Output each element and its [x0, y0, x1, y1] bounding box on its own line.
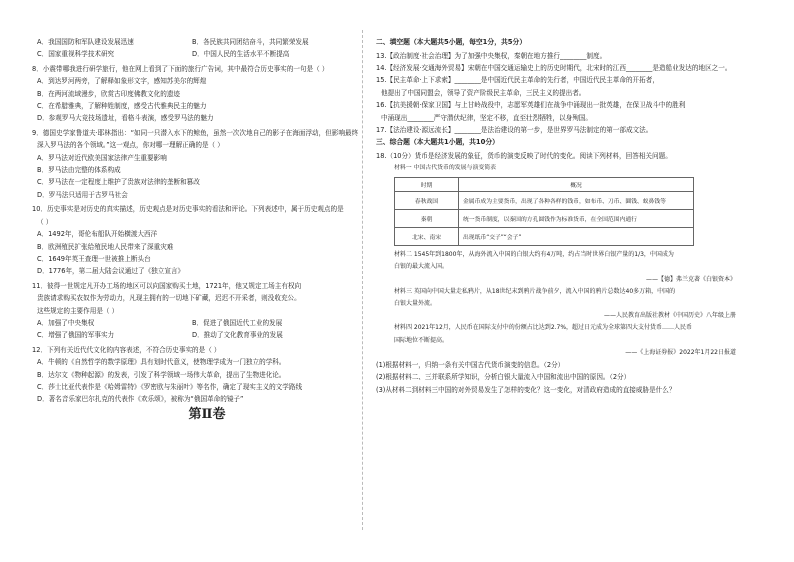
material-text: 材料二 1545年到1800年，从海外流入中国的白银大约有4万吨，约占当时世界白银产量的1/3，中国成为	[394, 251, 674, 259]
table-cell: 北宋、南宋	[395, 228, 459, 246]
option-d: D．中国人民的生活水平不断提高	[192, 50, 290, 59]
option-d: D．罗马法只适用于古罗马社会	[37, 190, 128, 199]
material-source: ——《上海证券报》2022年1月22日报道	[625, 348, 736, 356]
material-source: ——【德】弗兰克著《白银资本》	[645, 275, 736, 283]
option-c: C．在希腊雅典，了解种姓制度，感受古代雅典民主的魅力	[37, 102, 207, 111]
currency-table	[394, 177, 694, 246]
options-row	[32, 317, 382, 329]
question-10-stem-cont: （ ）	[37, 217, 53, 226]
table-caption: 材料一 中国古代货币的发展与演变简表	[394, 165, 497, 172]
table-row	[395, 192, 694, 210]
section-label: 第Ⅱ卷	[188, 406, 226, 422]
material-source: ——人民教育出版社教材《中国历史》八年级上册	[603, 312, 736, 320]
option-d: D．著名音乐家巴尔扎克的代表作《欢乐颂》，被称为“俄国革命的镜子”	[37, 395, 244, 404]
question-12-stem: 12．下列有关近代代文化的内容表述，不符合历史事实的是（ ）	[32, 345, 221, 354]
right-column	[376, 36, 756, 396]
table-cell: 金属币成为主要货币，出现了各种各样的钱币，如布币、刀币、圜钱、蚁鼻钱等	[459, 192, 694, 210]
option-a: A．1492年，哥伦布船队开始横渡大西洋	[37, 230, 158, 239]
fill-item: 15.【民主革命·上下求索】________是中国近代民主革命的先行者，中国近代民主革命的开拓者，	[376, 76, 659, 85]
options-row	[32, 36, 382, 48]
table-cell: 秦朝	[395, 210, 459, 228]
section-heading-comprehensive: 三、综合题（本大题共1小题，共10分）	[376, 138, 499, 147]
option-a: A．牛顿的《自然哲学的数学原理》具有划时代意义，使物理学成为一门独立的学科。	[37, 358, 286, 367]
option-c: C．1649年英王查理一世被推上断头台	[37, 254, 151, 263]
question-10-stem: 10．历史事实是对历史的真实描述，历史观点是对历史事实的看法和评论。下列表述中，属于历史观点的是	[32, 205, 344, 214]
material-text: 白银的最大流入国。	[394, 263, 449, 271]
material-text: 材料四 2021年12月，人民币在国际支付中的份额占比达到2.7%，超过日元成为全球第四大支付货币……人民币	[394, 324, 693, 332]
option-c: C．国家重视科学技术研究	[37, 50, 115, 59]
question-11-stem: 11．彼得一世规定凡开办工场的地区可以向国家购买土地，1721年，他又规定工场主有权向	[32, 281, 302, 290]
fill-item: 17.【法治建设·源远流长】________是法治建设的第一步，是世界罗马法制定的第一部成文法。	[376, 125, 653, 134]
option-a: A．加强了中央集权	[37, 318, 95, 327]
option-b: B．达尔文《物种起源》的发表，引发了科学领域一场伟大革命，提出了生物进化论。	[37, 370, 286, 379]
table-row	[395, 228, 694, 246]
table-row	[395, 210, 694, 228]
fill-item: 16.【抗美援朝·保家卫国】与上甘岭战役中，志愿军英雄们在战争中涌现出一批英雄，在保卫战斗中的胜利	[376, 101, 686, 110]
question-11-stem-cont: 这些规定的主要作用是（ ）	[37, 306, 119, 315]
material-text: 国际地位不断提高。	[394, 336, 449, 344]
options-row	[32, 329, 382, 341]
question-9-stem-cont: 深入罗马法的各个领域。”这一观点，你对哪一理解正确的是（ ）	[37, 141, 224, 150]
question-11-stem-cont: 贵族请求购买农奴作为劳动力，凡现主拥有的一切地下矿藏，迟迟不开采者，则没收充公。	[37, 294, 301, 303]
table-cell: 统一货币制度，以秦国的方孔圆钱作为标准货币，在全国范围内通行	[459, 210, 694, 228]
sub-question: (1)根据材料一，归纳一条有关中国古代货币演变的信息。（2分）	[376, 361, 565, 370]
question-9-stem: 9．德国史学家鲁道夫·耶林指出：“如同一只潜入水下的鲸鱼，虽然一次次地自己的影子在海面浮动，但影响最终	[32, 128, 359, 137]
column-header: 概况	[459, 178, 694, 192]
option-d: D．1776年，第二届大陆会议通过了《独立宣言》	[37, 267, 185, 276]
option-a: A．到达罗河两旁，了解释如象形文字，感知苏美尔的辉煌	[37, 77, 207, 86]
material-text: 材料三 英国向中国大量走私鸦片，从18世纪末到鸦片战争前夕，流入中国的鸦片总数达40多万箱，中国的	[394, 287, 676, 295]
option-d: D．参观罗马大竞技场遗址，看格斗表演，感受罗马法的魅力	[37, 114, 214, 123]
sub-question: (3)从材料二到材料三中国的对外贸易发生了怎样的变化？这一变化，对清政府造成的直接威胁是什么？	[376, 385, 676, 394]
option-c: C．增强了俄国的军事实力	[37, 331, 115, 340]
option-b: B．在两河流域漫步，欣赏古印度佛教文化的遗迹	[37, 89, 180, 98]
column-header: 时期	[395, 178, 459, 192]
material-text: 白银大量外流。	[394, 300, 437, 308]
question-8-stem: 8．小震带哪我进行研学旅行，他在网上看到了下面的旅行广告词，其中最符合历史事实的一句是（ ）	[32, 64, 329, 73]
fill-item: 14.【经济发展·交通海外贸易】宋朝在中国交通运输史上的历史时期代，北宋时的江西________是造船业发达的地区之一。	[376, 63, 732, 72]
option-a: A．我国国防和军队建设发展迅速	[37, 38, 134, 46]
sub-question: (2)根据材料二、三并联系所学知识，分析白银大量流入中国和流出中国的原因。（2分）	[376, 373, 631, 382]
option-c: C．罗马法在一定程度上维护了贵族对法律的垄断和篡改	[37, 178, 200, 187]
options-row	[32, 48, 382, 60]
fill-item: 13.【政治制度·社会治理】为了加强中央集权，秦朝在地方推行________制度。	[376, 51, 607, 60]
option-b: B．欧洲殖民扩张给殖民地人民带来了深重灾难	[37, 242, 174, 251]
question-18-stem: 18.（10分）货币是经济发展的象征，货币的演变反映了时代的变化。阅读下列材料，回答相关问题。	[376, 151, 672, 160]
section-heading-fill: 二、填空题（本大题共5小题，每空1分，共5分）	[376, 38, 527, 46]
fill-item-cont: 他提出了中国同盟会，领导了资产阶级民主革命，三民主义的提出者。	[381, 88, 586, 97]
option-b: B．各民族共同团结奋斗，共同繁荣发展	[192, 38, 309, 46]
option-d: D．推动了文化教育事业的发展	[192, 331, 283, 340]
fill-item-cont: 中涌现出________严守潜伏纪律，坚定不移，直至壮烈牺牲，以身殉国。	[381, 113, 592, 122]
option-b: B．罗马法由完整的体系构成	[37, 166, 121, 175]
option-a: A．罗马法对近代欧美国家法律产生重要影响	[37, 153, 167, 162]
table-header-row	[395, 178, 694, 192]
option-b: B．促进了俄国近代工业的发展	[192, 318, 283, 327]
left-column	[32, 36, 382, 424]
option-c: C．莎士比亚代表作是《哈姆雷特》《罗密欧与朱丽叶》等名作，确定了现实主义的文学路线	[37, 382, 303, 391]
table-cell: 出现纸币“交子”“会子”	[459, 228, 694, 246]
table-cell: 春秋战国	[395, 192, 459, 210]
